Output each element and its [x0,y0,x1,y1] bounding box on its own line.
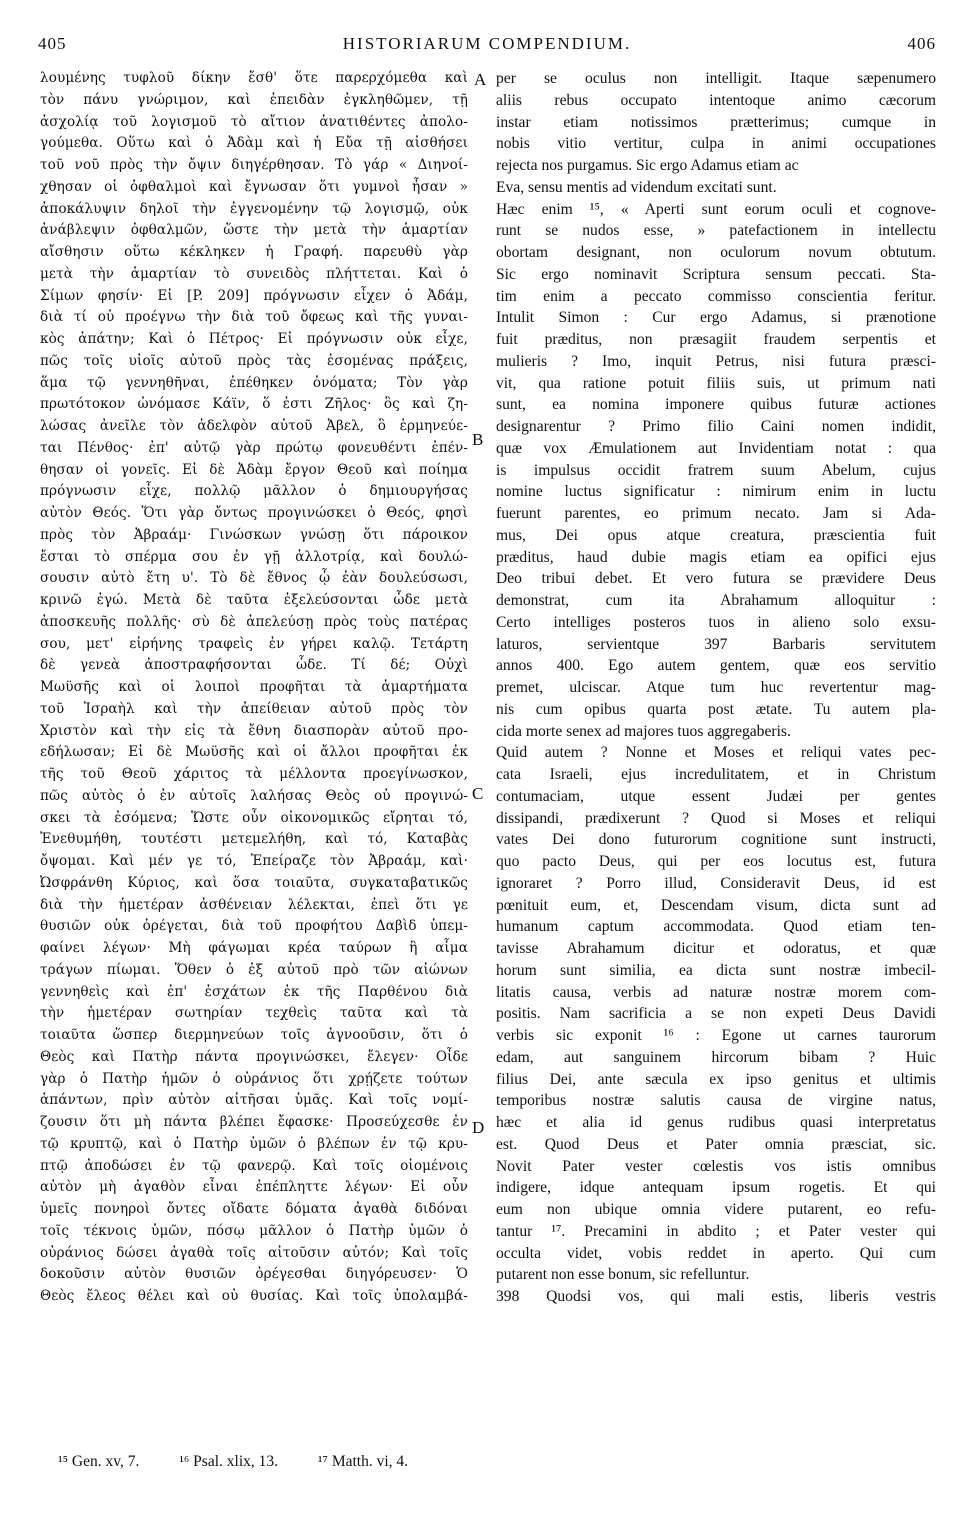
text-line: runt se nudos esse, » patefactionem in intellectu [496,222,936,240]
text-line: ται Πένθος· ἐπ' αὐτῷ γὰρ πρώτῳ φονευθέντι ἐπέν- [40,439,468,456]
text-line: πῶς αὐτὸς ὁ ἐν αὐτοῖς λαλήσας Θεὸς οὐ προγινώ- [40,787,468,804]
text-line: pœnituit eum, et, Descendam visum, dicta sunt ad [496,896,936,914]
text-line: contumaciam, utque essent Judæi per gentes [496,787,936,805]
text-line: Χριστὸν καὶ τὴν εἰς τὰ ἔθνη διασπορὰν αὐτοῦ προ- [40,722,468,739]
text-line: γὰρ ὁ Πατὴρ ἡμῶν ὁ οὐράνιος ὅτι χρῄζετε τούτων [40,1070,468,1087]
text-line: rejecta nos purgamus. Sic ergo Adamus etiam ac [496,157,799,174]
text-line: humanum captum accommodata. Quod etiam ten- [496,918,936,936]
text-line: Θεὸς καὶ Πατὴρ πάντα προγινώσκει, ἔλεγεν· Οἶδε [40,1048,468,1065]
text-line: πρόγνωσιν εἶχε, πολλῷ μᾶλλον ὁ δημιουργήσας [40,483,468,500]
text-line: vates Dei dono futurorum cognitione sunt instructi, [496,831,936,849]
text-line: est. Quod Deus et Pater omnia præsciat, sic. [496,1135,936,1153]
footnote: ¹⁶ Psal. xlix, 13. [179,1453,279,1470]
text-line: κρινῶ ἐγώ. Μετὰ δὲ ταῦτα ἐξελεύσονται ὧδε μετὰ [40,592,468,608]
text-line: γεννηθεὶς καὶ ἐπ' ἐσχάτων ἐκ τῆς Παρθένου διὰ [40,983,468,1000]
text-line: φαίνει λέγων· Μὴ φάγωμαι κρέα ταύρων ἢ αἷμα [40,940,468,956]
text-line: demonstrat, cum ita Abrahamum alloquitur : [496,592,936,609]
text-line: quo pacto Deus, qui per eos locutus est, futura [496,853,936,870]
text-line: vit, qua ratione potuit filiis suis, ut primum nati [496,374,936,392]
text-line: Eva, sensu mentis ad videndum excitati sunt. [496,178,777,196]
text-line: tim enim a peccato commisso conscientia feritur. [496,287,936,305]
text-line: Hæc enim ¹⁵, « Aperti sunt eorum oculi et cognove- [496,200,936,218]
text-line: ἀποσκευῆς πολλῆς· σὺ δὲ ἀπελεύσῃ πρὸς τοὺς πατέρας [40,613,468,630]
text-line: δὲ γενεὰ ἀποστραφήσονται ὧδε. Τί δέ; Οὐχὶ [40,657,468,674]
text-line: διὰ τὴν ἡμετέραν ἀσθένειαν λέλεκται, ἐπεὶ ὅτι γε [40,896,468,913]
text-line: nomine luctus significatur : nimirum enim in luctu [496,483,936,501]
text-line: Θεὸς ἔλεος θέλει καὶ οὐ θυσίας. Καὶ τοῖς ὑπολαμβά- [40,1288,468,1304]
text-line: præditus, haud dubie magis etiam ea opifici ejus [496,548,936,566]
text-line: positis. Nam sacrificia a se non expeti Deus Davidi [496,1005,936,1023]
text-line: σκει τὰ ἐσόμενα; Ὥστε οὖν οἰκονομικῶς εἴρηται τό, [40,809,468,826]
text-line: Ἐνεθυμήθη, τουτέστι μετεμελήθη, καὶ τό, Καταβὰς [40,831,468,848]
text-line: ignoraret ? Porro illud, Consideravit Deus, id est [496,874,936,892]
text-line: edam, aut sanguinem hircorum bibam ? Huic [496,1048,936,1066]
text-line: πρὸς τὸν Ἀβραάμ· Γινώσκων γνώσῃ ὅτι πάροικον [40,526,468,543]
text-line: οὐράνιος δώσει ἀγαθὰ τοῖς αἰτοῦσιν αὐτόν; Καὶ τοῖς [40,1244,468,1261]
text-line: Quid autem ? Nonne et Moses et reliqui vates pec- [496,744,936,762]
text-line: ἁπάντων, πρὶν αὐτὸν αἰτῆσαι ὑμᾶς. Καὶ τοῖς νομί- [40,1092,468,1109]
text-line: Sic ergo nominavit Scriptura sensum peccati. Sta- [496,265,936,283]
text-line: σου, μετ' εἰρήνης τραφεὶς ἐν γήρει καλῷ. Τετάρτη [40,635,468,652]
text-line: γούμεθα. Οὕτω καὶ ὁ Ἀδὰμ καὶ ἡ Εὔα τῇ αἰσθήσει [40,135,468,152]
text-line: quæ vox Æmulationem aut Invidentiam notat : qua [496,439,936,457]
text-line: τοῖς τέκνοις ὑμῶν, πόσῳ μᾶλλον ὁ Πατὴρ ὑμῶν ὁ [40,1222,468,1239]
text-line: Σίμων φησίν· Εἰ [P. 209] πρόγνωσιν εἶχεν ὁ Ἀδάμ, [40,287,468,304]
text-line: hæc et alia id genus rudibus quasi interpretatus [496,1114,936,1131]
text-line: 398 Quodsi vos, qui mali estis, liberis vestris [496,1288,936,1305]
text-line: αἴσθησιν οὕτω κέκληκεν ἡ Γραφή. παρευθὺ γὰρ [40,244,468,260]
text-line: cata Israeli, ejus incredulitatem, et in Christum [496,766,936,783]
text-line: sunt, ea nomina imponere quibus futuræ actiones [496,396,936,414]
text-line: tavisse Abrahamum dicitur et odoratus, et quæ [496,940,936,957]
text-line: κὸς ἀπάτην; Καὶ ὁ Πέτρος· Εἰ πρόγνωσιν οὐκ εἶχε, [40,331,468,347]
text-line: λώσας ἀνεῖλε τὸν ἀδελφὸν αὐτοῦ Ἀβελ, ὃ ἑρμηνεύε- [40,418,468,434]
text-line: obortam designant, non oculorum novum obtutum. [496,244,936,261]
text-line: instar etiam notissimos prætterimus; cumque in [496,113,936,131]
text-line: ἔσται τὸ σπέρμα σου ἐν γῇ ἀλλοτρίᾳ, καὶ δουλώ- [40,548,468,565]
text-line: mulieris ? Imo, inquit Petrus, nisi futura præsci- [496,352,936,370]
running-title: HISTORIARUM COMPENDIUM. [342,34,632,53]
text-line: εδήλωσαν; Εἰ δὲ Μωϋσῆς καὶ οἱ ἄλλοι προφῆται ἐκ [40,744,468,761]
section-marker-a: A [474,70,487,89]
text-line: occulta videt, vobis reddet in aperto. Qui cum [496,1244,936,1262]
text-line: putarent non esse bonum, sic refelluntur. [496,1266,750,1284]
text-line: aliis rebus occupato intentoque animo cæcorum [496,91,936,109]
text-line: μετὰ τὴν ἁμαρτίαν τὸ συνειδὸς πλήττεται. Καὶ ὁ [40,265,468,282]
text-line: filius Dei, ante sæcula ex ipso genitus et ultimis [496,1070,936,1088]
text-line: nis cum opibus quarta post ætate. Tu autem pla- [496,700,936,718]
text-line: Deo tribui debet. Et vero futura se prævidere Deus [496,570,936,588]
text-line: per se oculus non intelligit. Itaque sæpenumero [496,70,936,87]
text-line: fuerunt parentes, eo primum necato. Jam si Ada- [496,505,936,522]
page-number-right: 406 [907,34,936,53]
text-line: αὐτὸν Θεός. Ὅτι γὰρ ὄντως προγινώσκει ὁ Θεός, φησὶ [40,505,468,521]
text-line: τῆς τοῦ Θεοῦ χάριτος τὰ μέλλοντα προεγίνωσκον, [40,766,468,782]
text-line: is impulsus occidit fratrem suum Abelum, cujus [496,461,936,479]
text-line: horum sunt similia, ea dicta sunt nostræ imbecil- [496,961,936,979]
text-line: laturos, servientque 397 Barbaris servitutem [496,635,936,653]
text-line: Ὠσφράνθη Κύριος, καὶ ὅσα τοιαῦτα, συγκαταβατικῶς [40,874,468,891]
text-line: cida morte senex ad majores tuos aggregaberis. [496,722,791,740]
text-line: θησαν οἱ γονεῖς. Εἰ δὲ Ἀδὰμ ἔργον Θεοῦ καὶ ποίημα [40,461,468,478]
latin-text-column [496,68,936,1308]
text-line: indigere, idque antequam ipsum rogetis. Et qui [496,1179,936,1197]
footnotes [58,1453,918,1471]
text-line: χθησαν οἱ ὀφθαλμοὶ καὶ ἔγνωσαν ὅτι γυμνοὶ ἦσαν » [40,178,468,195]
text-line: tantur ¹⁷. Precamini in abdito ; et Pater vester qui [496,1222,936,1240]
text-line: πρωτότοκον ὠνόμασε Κάϊν, ὅ ἐστι Ζῆλος· ὃς καὶ ζη- [40,396,468,413]
text-line: nobis vitio vertitur, culpa in animi occupationes [496,135,936,153]
text-line: Novit Pater vester cœlestis vos istis omnibus [496,1157,936,1175]
text-line: annos 400. Ego autem gentem, quæ eos servitio [496,657,936,675]
text-line: αὐτὸν μὴ ἀγαθὸν εἶναι ἐπέπληττε λέγων· Εἰ οὖν [40,1179,468,1196]
text-line: τῷ κρυπτῷ, καὶ ὁ Πατὴρ ὑμῶν ὁ βλέπων ἐν τῷ κρυ- [40,1135,468,1152]
text-line: ἅμα τῷ γεννηθῆναι, ἐπέθηκεν ὀνόματα; Τὸν γὰρ [40,374,468,391]
text-line: ἀποκάλυψιν δηλοῖ τὴν ἐγγενομένην τῷ λογισμῷ, οὐκ [40,200,468,217]
text-line: τὴν ἡμετέραν σωτηρίαν τεχθεὶς ταῦτα καὶ τὰ [40,1005,468,1022]
text-line: ὑμεῖς πονηροὶ ὄντες οἴδατε δόματα ἀγαθὰ διδόναι [40,1201,468,1217]
text-line: Certo intelliges posteros tuos in alieno solo exsu- [496,613,936,631]
text-line: πτῷ ἀποδώσει ἐν τῷ φανερῷ. Καὶ τοῖς οἰομένοις [40,1157,468,1174]
text-line: τὸν πάνυ γνώριμον, καὶ ἐπειδὰν ἐγκληθῶμεν, τῇ [40,91,468,108]
text-line: ἀνάβλεψιν ὀφθαλμῶν, ὥστε τὴν μετὰ τὴν ἁμαρτίαν [40,222,468,239]
page-number-left: 405 [38,34,67,53]
text-line: dissipandi, prædixerunt ? Quod si Moses et reliqui [496,809,936,827]
text-line: fuit præditus, non præsagiit fraudem serpentis et [496,331,936,348]
section-marker-b: B [472,430,484,449]
text-line: designarentur ? Primo filio Caini nomen indidit, [496,418,936,435]
text-line: λουμένης τυφλοῦ δίκην ἔσθ' ὅτε παρερχόμεθα καὶ [40,70,468,86]
text-line: ζουσιν ὅτι μὴ πάντα βλέπει ἔφασκε· Προσεύχεσθε ἐν [40,1114,468,1130]
text-line: Μωϋσῆς καὶ οἱ λοιποὶ προφῆται τὰ ἁμαρτήματα [40,679,468,695]
text-line: τράγων πίωμαι. Ὅθεν ὁ ἐξ αὐτοῦ πρὸ τῶν αἰώνων [40,961,468,978]
greek-text-column [40,68,468,1308]
section-marker-c: C [472,784,484,803]
section-marker-d: D [472,1118,485,1137]
text-line: mus, Dei opus atque creatura, præscientia fuit [496,526,936,544]
text-line: τοιαῦτα ὥσπερ διερμηνεύων τοῖς ἀγνοοῦσιν, ὅτι ὁ [40,1027,468,1043]
text-line: τοῦ Ἰσραὴλ καὶ τὴν ἀπείθειαν αὐτοῦ πρὸς τὸν [40,700,468,717]
text-line: δοκοῦσιν αὐτὸν θυσιῶν ὀρέγεσθαι διηγόρευσεν· Ὁ [40,1266,468,1283]
text-line: πῶς τοῖς υἱοῖς αὐτοῦ πρὸς τὰς ἐσομένας πράξεις, [40,352,468,369]
text-line: eum non ubique omnia videre putarent, eo refu- [496,1201,936,1218]
text-line: τοῦ νοῦ πρὸς τὴν ὄψιν διηγέρθησαν. Τὸ γάρ « Διηνοί- [40,157,468,173]
footnote: ¹⁷ Matth. vi, 4. [317,1453,409,1470]
text-line: θυσιῶν οὐκ ὀρέγεται, διὰ τοῦ προφήτου Δαβὶδ ὑπεμ- [40,918,468,935]
text-line: Intulit Simon : Cur ergo Adamus, si prænotione [496,309,936,327]
text-line: premet, ulciscar. Atque tum huc revertentur mag- [496,679,936,696]
text-line: verbis sic exponit ¹⁶ : Egone ut carnes taurorum [496,1027,936,1044]
text-line: ὄψομαι. Καὶ μέν γε τό, Ἐπείραζε τὸν Ἀβραάμ, καὶ· [40,853,468,869]
text-line: temporibus nostræ salutis causa de virgine natus, [496,1092,936,1110]
text-line: litatis causa, verbis ad naturæ nostræ morem com- [496,983,936,1001]
running-header [38,34,936,58]
text-line: διὰ τί οὐ προέγνω τὴν διὰ τοῦ ὄφεως καὶ τῆς γυναι- [40,309,468,326]
text-line: σουσιν αὐτὸ ἔτη υ'. Τὸ δὲ ἔθνος ᾧ ἐὰν δουλεύσωσι, [40,570,468,587]
footnote: ¹⁵ Gen. xv, 7. [58,1453,140,1470]
text-line: ἀσχολίᾳ τοῦ λογισμοῦ τὸ αἴτιον ἀνατιθέντες ἀπολο- [40,113,468,130]
